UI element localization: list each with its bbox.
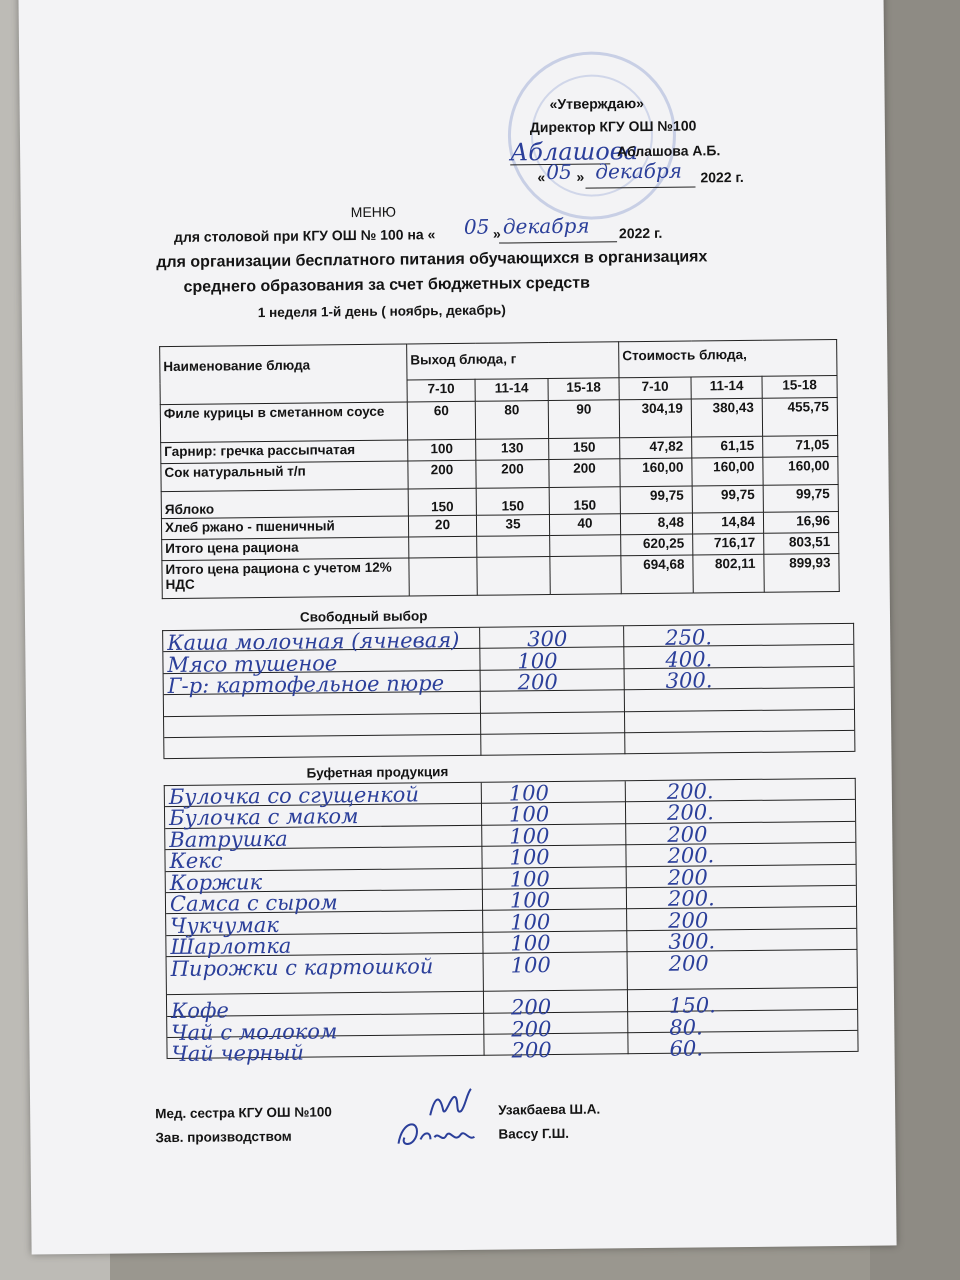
free-item-price: 400. [665,647,713,672]
cell: 60 [407,401,475,440]
buffet-item-name: Шарлотка [170,933,292,960]
menu-title: МЕНЮ [350,203,397,221]
director-title: Директор КГУ ОШ №100 [529,117,697,136]
approve-label: «Утверждаю» [549,95,644,113]
cell: 90 [548,400,619,439]
production-title: Зав. производством [155,1128,292,1146]
free-item-name: Мясо тушеное [167,651,338,678]
cell: 14,84 [692,512,763,534]
dish-name: Гарнир: гречка рассыпчатая [161,440,408,464]
dish-name: Сок натуральный т/п [161,461,408,492]
title-month: декабря [502,213,590,239]
free-item-weight: 100 [517,648,558,674]
age-group: 15-18 [762,376,837,399]
buffet-item-name: Чукчумак [170,912,280,939]
buffet-item-price: 200 [668,951,709,976]
cell [550,535,621,557]
buffet-item-name: Самса с сыром [169,890,338,917]
dish-name: Итого цена рациона с учетом 12% НДС [162,558,409,599]
free-item-weight: 200 [517,669,558,695]
buffet-item-price: 200. [666,800,714,825]
col-header-name: Наименование блюда [160,344,408,405]
title-line3: среднего образования за счет бюджетных средств [183,274,590,296]
menu-document [18,0,896,1254]
cell: 99,75 [620,486,692,514]
cell: 200 [476,460,549,489]
cell: 455,75 [762,398,837,437]
cell: 8,48 [620,513,692,535]
cell: 100 [408,439,476,461]
cell: 150 [549,487,620,515]
buffet-item-name: Кекс [169,848,223,874]
dish-name: Яблоко [161,489,408,519]
age-group: 7-10 [407,379,475,402]
free-item-price: 250. [665,625,713,650]
buffet-item-price: 200. [666,779,714,804]
cell: 99,75 [763,485,838,513]
age-group: 15-18 [548,378,619,401]
cell: 150 [408,488,476,516]
cell: 304,19 [619,399,691,438]
buffet-item-name: Кофе [170,998,229,1024]
buffet-item-price: 200 [667,822,708,847]
production-signature [390,1113,480,1159]
buffet-item-weight: 100 [509,824,550,849]
nurse-name: Узакбаева Ш.А. [498,1101,601,1118]
free-choice-title: Свободный выбор [299,608,428,625]
cell: 150 [476,488,549,516]
cell: 694,68 [621,555,693,594]
buffet-item-weight: 100 [508,781,550,806]
buffet-item-price: 300. [668,929,716,954]
buffet-item-price: 200 [668,908,709,933]
title-date-line [499,241,617,243]
cell: 899,93 [764,554,839,593]
buffet-item-weight: 200 [511,1017,552,1042]
dish-name: Филе курицы в сметанном соусе [160,402,407,443]
buffet-item-weight: 100 [510,931,551,956]
cell: 80 [475,401,548,440]
director-name: Аблашова А.Б. [617,142,721,160]
cell: 200 [408,460,476,489]
title-line2: для организации бесплатного питания обучающихся в организациях [156,248,708,272]
director-signature: Аблашова [509,137,639,167]
cell: 61,15 [692,436,763,458]
age-group: 11-14 [475,379,548,402]
buffet-item-name: Чай с молоком [171,1019,338,1046]
date-quote-close: » [576,168,585,185]
buffet-item-name: Коржик [169,870,263,896]
cell: 150 [549,438,620,460]
free-item-name: Г-р: картофельное пюре [167,671,445,699]
col-header-cost: Стоимость блюда, [619,340,837,378]
title-year: 2022 г. [618,224,663,242]
buffet-item-price: 60. [669,1036,704,1061]
cell: 620,25 [621,534,693,556]
free-item-name: Каша молочная (ячневая) [167,627,460,656]
cell: 200 [549,459,620,488]
title-line1-prefix: для столовой при КГУ ОШ № 100 на « [173,226,436,245]
buffet-title: Буфетная продукция [306,764,449,781]
production-name: Вассу Г.Ш. [498,1125,570,1142]
buffet-item-weight: 100 [509,845,550,870]
buffet-item-weight: 200 [510,995,552,1020]
cell: 99,75 [692,485,763,513]
official-stamp [507,51,677,221]
cell [550,556,621,595]
cell: 16,96 [763,512,838,534]
date-day: 05 [546,159,572,185]
cell [477,557,550,596]
buffet-item-name: Булочка с маком [168,804,359,831]
cell: 380,43 [691,398,762,437]
table-row [162,554,839,599]
buffet-item-price: 200. [667,886,715,911]
cell: 47,82 [620,437,692,459]
cell [409,536,477,558]
buffet-item-weight: 100 [510,953,551,978]
col-header-yield: Выход блюда, г [407,342,619,380]
cell: 802,11 [693,554,764,593]
menu-table [159,339,840,599]
nurse-title: Мед. сестра КГУ ОШ №100 [155,1104,332,1122]
title-line4: 1 неделя 1-й день ( ноябрь, декабрь) [257,302,506,321]
dish-name: Итого цена рациона [162,537,409,561]
cell: 130 [476,439,549,461]
cell: 20 [408,515,476,537]
buffet-item-price: 150. [668,993,716,1018]
free-item-weight: 300 [527,626,568,652]
cell: 40 [549,514,620,536]
title-quote-close: » [492,225,501,242]
buffet-item-price: 200. [667,843,715,868]
date-quote-open: « [537,169,546,186]
cell: 35 [476,515,549,537]
cell: 160,00 [763,457,838,486]
buffet-item-weight: 100 [510,910,551,935]
buffet-item-weight: 100 [509,888,551,913]
buffet-item-price: 80. [669,1015,703,1040]
age-group: 7-10 [619,377,691,400]
date-month: декабря [595,158,683,184]
buffet-item-name: Ватрушка [169,826,288,853]
cell: 160,00 [620,458,692,487]
buffet-item-weight: 100 [509,867,550,892]
cell: 160,00 [692,457,763,486]
title-day: 05 [463,214,490,239]
cell: 803,51 [764,533,839,555]
buffet-item-name: Чай черный [171,1040,305,1067]
dish-name: Хлеб ржано - пшеничный [161,516,408,540]
age-group: 11-14 [691,376,762,399]
buffet-item-name: Булочка со сгущенкой [168,782,420,810]
buffet-item-price: 200 [667,865,708,890]
cell [477,536,550,558]
buffet-item-weight: 100 [508,802,550,827]
cell [409,557,477,596]
buffet-item-name: Пирожки с картошкой [170,954,434,982]
buffet-item-weight: 200 [511,1038,552,1063]
cell: 71,05 [763,436,838,458]
free-item-price: 300. [665,668,713,693]
cell: 716,17 [693,533,764,555]
date-year: 2022 г. [700,168,744,186]
